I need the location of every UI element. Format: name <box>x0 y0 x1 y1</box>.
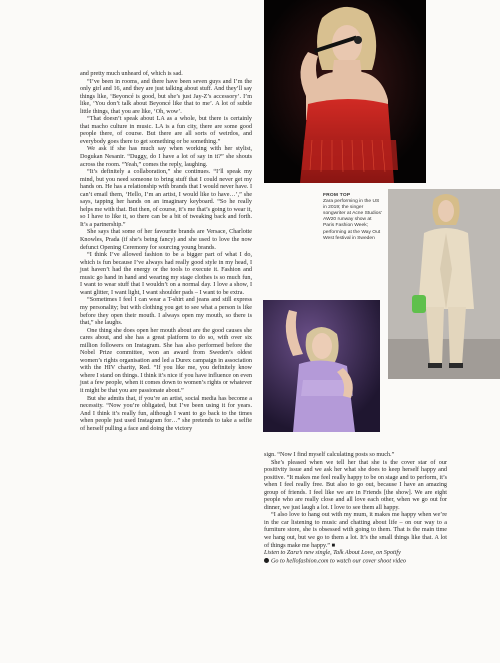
article-paragraph: “It’s definitely a collaboration,” she continues. “I’ll speak my mind, but you need someone to bring stuff that I could never get my hands on. He has a relationship with brands that I would never have. I can’t email them, ‘Hello, I’m an artist, I would like to have…’,” she says, tapping her hands on an imaginary keyboard. “So he really helps me with that. But then, of course, it’s me that’s going to wear it, so I have to like it, so there can be a bit of tweaking back and forth. It’s a partnership.” <box>80 169 252 228</box>
article-paragraph: She says that some of her favourite brands are Versace, Charlotte Knowles, Prada (if she’s being fancy) and she used to love the now defunct Opening Ceremony for sourcing young brands. <box>80 229 252 251</box>
caption-lead: FROM TOP <box>323 193 351 198</box>
article-paragraph: One thing she does open her mouth about are the good causes she cares about, and she has a great platform to do so, with over six million followers on Instagram. She has also performed before the Nobel Prize committee, won an award from Sweden’s oldest women’s rights organisation and led a Durex campaign in association with the HIV charity, Red. “If you like me, you definitely know where I stand on things. I think it’s nice if you have influence on even just a few people, when it comes down to women’s rights or whatever it might be that you are passionate about.” <box>80 327 252 394</box>
article-paragraph: “Sometimes I feel I can wear a T-shirt and jeans and still express my personality; but with clothing you get to see what a person is like before they open their mouth. I always open my mouth, so there is that,” she laughs. <box>80 297 252 327</box>
article-column-2 <box>264 452 447 566</box>
photo-caption <box>323 193 383 242</box>
article-paragraph-text: “I also love to hang out with my mum, it makes me happy when we’re in the car listening to music and chatting about life – on our way to a furniture store, she is obsessed with going to them. That is the main time we hang out, but we go to them a lot. It’s the small things like that. A lot of things make me happy.” <box>264 512 447 549</box>
article-paragraph: But she admits that, if you’re an artist, social media has become a necessity. “Now you’re obligated, but I’ve been using it for years. And I think it’s really fun, although I want to go back to the times when people just used Instagram for…” she pretends to take a selfie of herself pulling a face and doing the victory <box>80 395 252 432</box>
article-paragraph: “I’ve been in rooms, and there have been seven guys and I’m the only girl and 16, and they are just talking about stuff. And they’ll say things like, ‘Beyoncé is good, but she’s just Jay-Z’s accessory’. I’m like, ‘You don’t talk about Beyoncé like that to me’. A lot of subtle little things, that you are like, ‘Oh, wow’. <box>80 78 252 115</box>
article-paragraph: “I think I’ve allowed fashion to be a bigger part of what I do, which is fun because I’ve always had really good style in my head, I just haven’t had the energy or the tools to execute it. Fashion and music go hand in hand and wearing my stage clothes is so much fun, I want to wear stuff that I wouldn’t on a normal day. I love a show, I want glitter, I want light, I want shoulder pads – I want to be extra. <box>80 252 252 296</box>
play-bullet-icon <box>264 558 269 563</box>
article-paragraph: She’s pleased when we tell her that she is the cover star of our positivity issue and we ask her what she does to keep herself happy and positive. “It makes me feel really happy to be on stage and to perform, it’s when I feel really free. But also to go out, because I have an amazing group of friends. I feel like we are in Friends [the show]. We are eight people who are really close and all love each other, when we go out for dinner, we just laugh a lot. I love to see them all happy. <box>264 459 447 511</box>
photo-runway-paris <box>388 189 500 379</box>
end-mark-icon: ■ <box>331 542 336 549</box>
article-paragraph: We ask if she has much say when working with her stylist, Dogukan Nesanir. “Duggy, do I have a lot of say in it?” she shouts across the room. “Yeah,” comes the reply, laughing. <box>80 146 252 168</box>
article-paragraph <box>264 512 447 550</box>
article-column-1 <box>80 71 252 433</box>
cta-listen: Listen to Zara’s new single, Talk About Love, on Spotify <box>264 550 401 557</box>
cta-video <box>264 558 447 566</box>
article-paragraph: sign. “Now I find myself calculating posts so much.” <box>264 452 395 458</box>
cta-video-text: Go to hellofashion.com to watch our cover shoot video <box>271 558 406 565</box>
photo-performing-us <box>264 0 426 183</box>
article-paragraph: “That doesn’t speak about LA as a whole, but there is certainly that macho culture in music. LA is a fun city, there are some good people there, of course. But there are all sorts of weirdos, and everybody goes there to get something or be something.” <box>80 116 252 145</box>
caption-text: Zara performing in the US in 2019; the singer songwriter at Acne Studios’ AW20 runway show at Paris Fashion Week; performing at the Way Out West festival in Sweden <box>323 199 382 241</box>
article-paragraph: and pretty much unheard of, which is sad. <box>80 71 183 77</box>
photo-way-out-west <box>263 300 380 432</box>
